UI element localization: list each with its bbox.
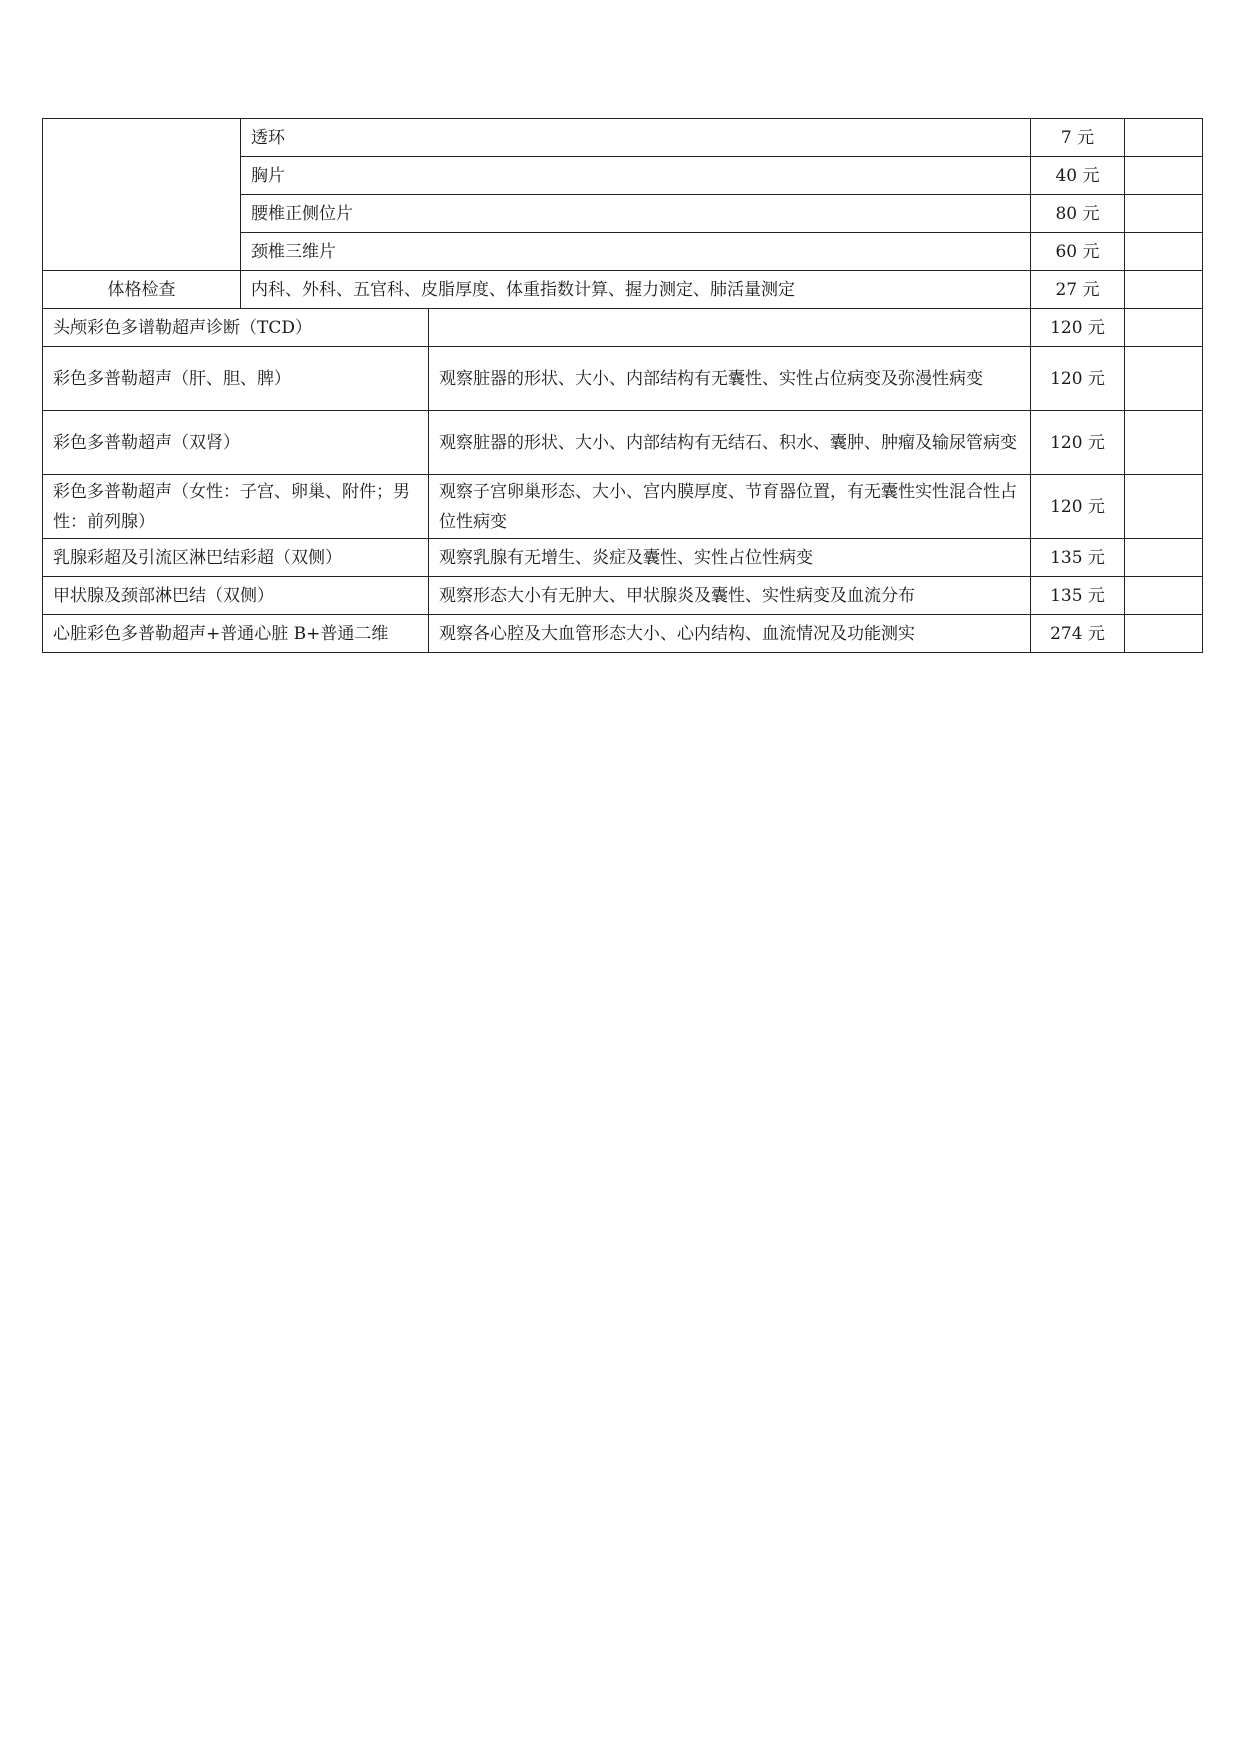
table-row [43, 119, 1203, 157]
item-name-cell: 彩色多普勒超声（女性：子宫、卵巢、附件；男性：前列腺） [43, 475, 429, 539]
blank-cell [1125, 157, 1203, 195]
item-desc-cell: 观察形态大小有无肿大、甲状腺炎及囊性、实性病变及血流分布 [429, 577, 1031, 615]
item-name-cell: 乳腺彩超及引流区淋巴结彩超（双侧） [43, 539, 429, 577]
blank-cell [1125, 577, 1203, 615]
price-cell: 120 元 [1031, 411, 1125, 475]
item-name-cell: 腰椎正侧位片 [241, 195, 1031, 233]
blank-cell [1125, 475, 1203, 539]
price-cell: 274 元 [1031, 615, 1125, 653]
item-desc-cell: 观察子宫卵巢形态、大小、宫内膜厚度、节育器位置，有无囊性实性混合性占位性病变 [429, 475, 1031, 539]
category-cell: 体格检查 [43, 271, 241, 309]
table-row [43, 271, 1203, 309]
item-name-cell: 彩色多普勒超声（肝、胆、脾） [43, 347, 429, 411]
blank-cell [1125, 615, 1203, 653]
price-cell: 60 元 [1031, 233, 1125, 271]
blank-cell [1125, 119, 1203, 157]
item-name-cell: 心脏彩色多普勒超声+普通心脏 B+普通二维 [43, 615, 429, 653]
price-cell: 120 元 [1031, 475, 1125, 539]
blank-cell [1125, 347, 1203, 411]
item-name-cell: 甲状腺及颈部淋巴结（双侧） [43, 577, 429, 615]
item-name-cell: 彩色多普勒超声（双肾） [43, 411, 429, 475]
price-cell: 135 元 [1031, 539, 1125, 577]
item-name-cell: 透环 [241, 119, 1031, 157]
item-desc-cell: 观察脏器的形状、大小、内部结构有无囊性、实性占位病变及弥漫性病变 [429, 347, 1031, 411]
price-cell: 120 元 [1031, 309, 1125, 347]
item-desc-cell [429, 309, 1031, 347]
blank-cell [1125, 539, 1203, 577]
price-cell: 80 元 [1031, 195, 1125, 233]
table-row [43, 615, 1203, 653]
price-cell: 40 元 [1031, 157, 1125, 195]
item-name-cell: 头颅彩色多谱勒超声诊断（TCD） [43, 309, 429, 347]
document-page [42, 118, 1202, 653]
table-row [43, 539, 1203, 577]
item-name-cell: 胸片 [241, 157, 1031, 195]
empty-category-cell [43, 119, 241, 271]
table-row [43, 475, 1203, 539]
blank-cell [1125, 233, 1203, 271]
exam-price-table [42, 118, 1203, 653]
item-content-cell: 内科、外科、五官科、皮脂厚度、体重指数计算、握力测定、肺活量测定 [241, 271, 1031, 309]
table-row [43, 411, 1203, 475]
table-row [43, 309, 1203, 347]
item-desc-cell: 观察各心腔及大血管形态大小、心内结构、血流情况及功能测实 [429, 615, 1031, 653]
table-row [43, 347, 1203, 411]
blank-cell [1125, 271, 1203, 309]
price-cell: 27 元 [1031, 271, 1125, 309]
blank-cell [1125, 309, 1203, 347]
price-cell: 135 元 [1031, 577, 1125, 615]
item-desc-cell: 观察脏器的形状、大小、内部结构有无结石、积水、囊肿、肿瘤及输尿管病变 [429, 411, 1031, 475]
blank-cell [1125, 195, 1203, 233]
price-cell: 7 元 [1031, 119, 1125, 157]
item-desc-cell: 观察乳腺有无增生、炎症及囊性、实性占位性病变 [429, 539, 1031, 577]
item-name-cell: 颈椎三维片 [241, 233, 1031, 271]
table-row [43, 577, 1203, 615]
blank-cell [1125, 411, 1203, 475]
price-cell: 120 元 [1031, 347, 1125, 411]
